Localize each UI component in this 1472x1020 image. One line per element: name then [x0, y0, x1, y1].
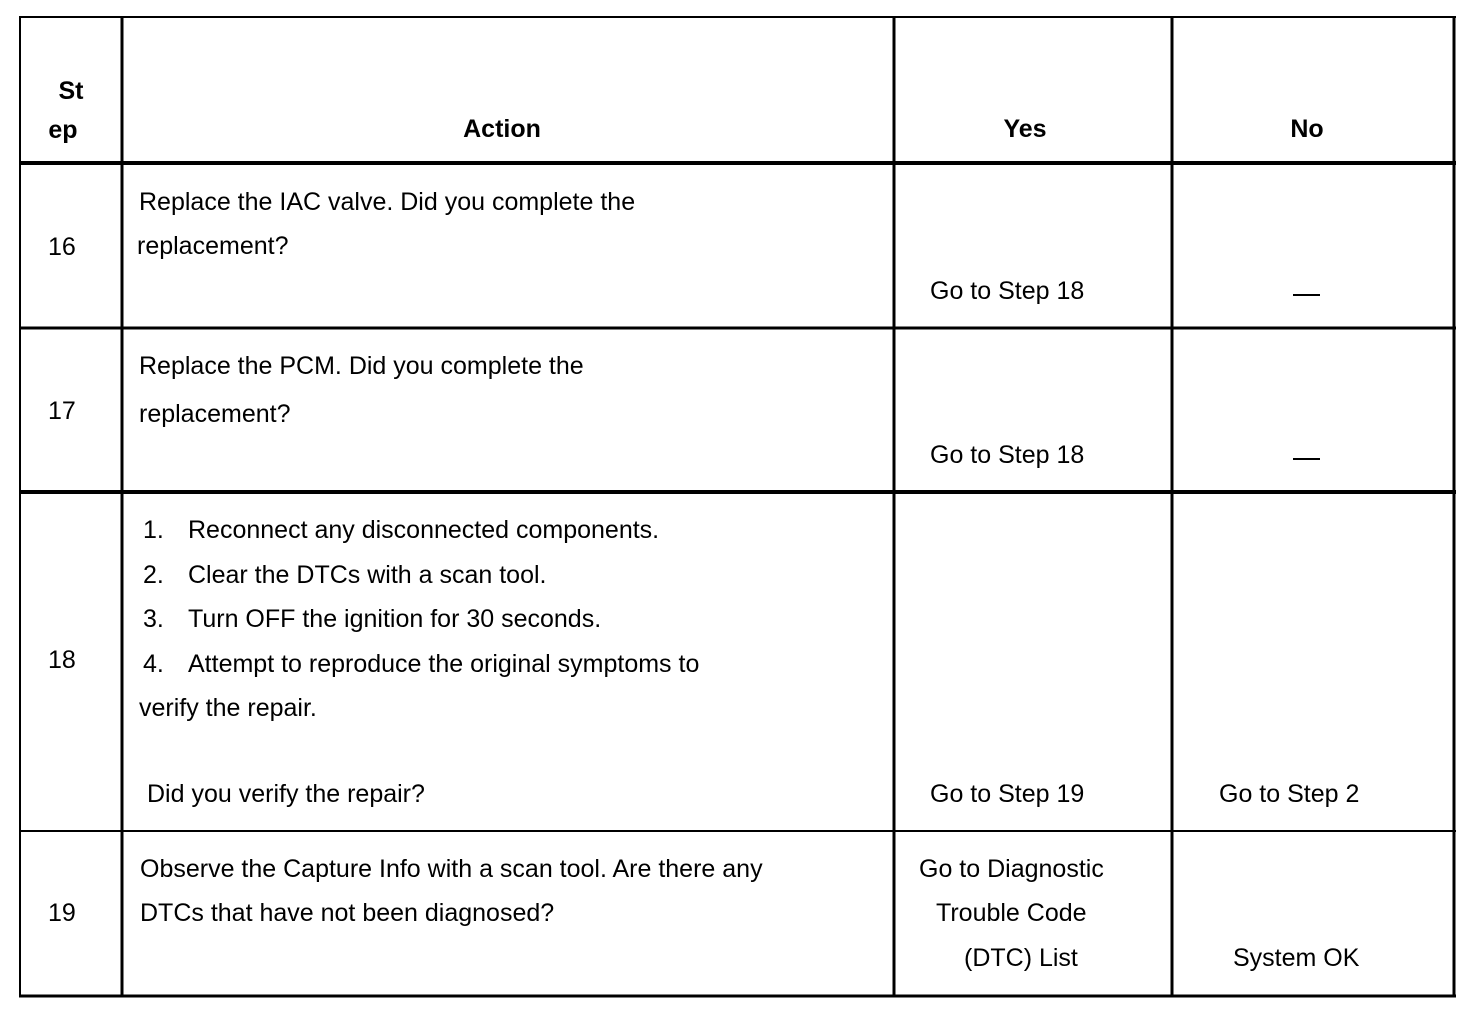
row-17-yes: Go to Step 18	[930, 441, 1085, 469]
row-18-no: Go to Step 2	[1219, 780, 1360, 808]
row-18-list-text-2: Clear the DTCs with a scan tool.	[188, 561, 547, 589]
header-step-line2: ep	[48, 116, 78, 144]
row-19-yes-line3: (DTC) List	[964, 944, 1078, 972]
row-18-action-question: Did you verify the repair?	[147, 780, 425, 808]
row-19-yes-line1: Go to Diagnostic	[919, 855, 1104, 883]
row-18-list-num-3: 3.	[143, 605, 164, 633]
header-yes: Yes	[1003, 115, 1047, 143]
row-18-list-num-4: 4.	[143, 650, 164, 678]
header-step-line1: St	[58, 77, 84, 105]
header-action: Action	[463, 115, 541, 143]
row-17-action-line2: replacement?	[139, 400, 291, 428]
row-19-action-line1: Observe the Capture Info with a scan tool. Are there any	[140, 855, 763, 883]
row-19-step: 19	[48, 899, 76, 927]
row-18-action-continuation: verify the repair.	[139, 694, 317, 722]
row-19-action-line2: DTCs that have not been diagnosed?	[140, 899, 555, 927]
row-16-action-line2: replacement?	[137, 232, 289, 260]
row-16-step: 16	[48, 233, 76, 261]
row-19-yes-line2: Trouble Code	[936, 899, 1087, 927]
row-16-yes: Go to Step 18	[930, 277, 1085, 305]
row-17-no-dash	[1293, 458, 1320, 460]
row-16-no-dash	[1293, 294, 1320, 296]
row-17-action-line1: Replace the PCM. Did you complete the	[139, 352, 584, 380]
row-17-step: 17	[48, 397, 76, 425]
row-18-list-text-4: Attempt to reproduce the original symptoms to	[188, 650, 700, 678]
row-18-list-text-1: Reconnect any disconnected components.	[188, 516, 660, 544]
row-16-action-line1: Replace the IAC valve. Did you complete the	[139, 188, 636, 216]
row-18-yes: Go to Step 19	[930, 780, 1085, 808]
row-18-list-text-3: Turn OFF the ignition for 30 seconds.	[188, 605, 602, 633]
row-19-no: System OK	[1233, 944, 1360, 972]
row-18-step: 18	[48, 646, 76, 674]
row-18-list-num-1: 1.	[143, 516, 164, 544]
row-18-list-num-2: 2.	[143, 561, 164, 589]
header-no: No	[1290, 115, 1324, 143]
